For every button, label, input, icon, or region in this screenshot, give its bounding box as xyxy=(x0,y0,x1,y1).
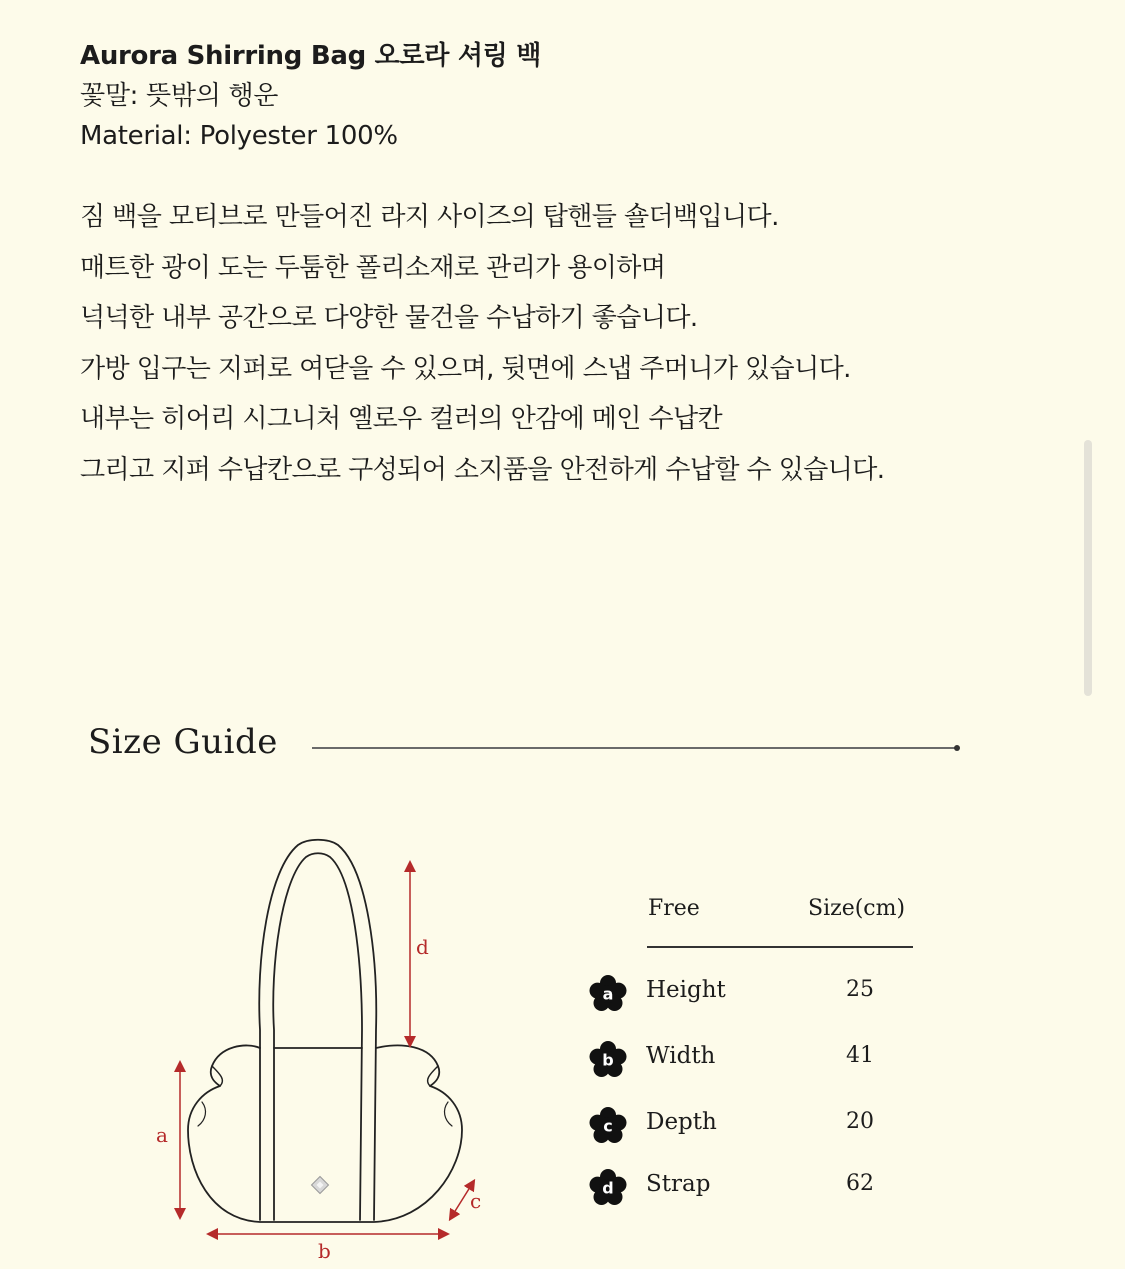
flower-badge-icon xyxy=(588,1168,628,1208)
size-guide-title: Size Guide xyxy=(88,722,278,762)
product-title: Aurora Shirring Bag 오로라 셔링 백 xyxy=(80,41,542,71)
size-guide-divider xyxy=(312,747,956,749)
bag-logo-charm xyxy=(312,1177,329,1194)
size-row-label: Width xyxy=(646,1043,716,1069)
size-row-value: 20 xyxy=(846,1109,874,1134)
description-line: 짐 백을 모티브로 만들어진 라지 사이즈의 탑핸들 숄더백입니다. xyxy=(80,202,779,232)
flower-meaning: 꽃말: 뜻밖의 행운 xyxy=(80,81,279,111)
dimension-label-a: a xyxy=(156,1123,168,1147)
dimension-label-d: d xyxy=(416,935,429,959)
flower-badge-icon xyxy=(588,1040,628,1080)
description-line: 넉넉한 내부 공간으로 다양한 물건을 수납하기 좋습니다. xyxy=(80,303,698,333)
bag-outline xyxy=(188,840,462,1222)
description-line: 그리고 지퍼 수납칸으로 구성되어 소지품을 안전하게 수납할 수 있습니다. xyxy=(80,454,885,485)
dimension-arrow-c xyxy=(452,1184,472,1216)
description-line: 내부는 히어리 시그니처 옐로우 컬러의 안감에 메인 수납칸 xyxy=(80,404,723,434)
description-line: 매트한 광이 도는 두툼한 폴리소재로 관리가 용이하며 xyxy=(80,252,666,283)
size-row-label: Strap xyxy=(646,1171,711,1197)
description-line: 가방 입구는 지퍼로 여닫을 수 있으며, 뒷면에 스냅 주머니가 있습니다. xyxy=(80,353,851,384)
size-row-label: Height xyxy=(646,977,726,1003)
svg-text:c: c xyxy=(603,1116,613,1136)
flower-badge-icon xyxy=(588,1106,628,1146)
size-row-label: Depth xyxy=(646,1109,717,1135)
svg-text:a: a xyxy=(602,984,614,1004)
size-row-value: 62 xyxy=(846,1171,874,1196)
flower-badge-icon xyxy=(588,974,628,1014)
bag-diagram xyxy=(150,830,510,1260)
size-table-rule xyxy=(647,946,913,948)
size-table xyxy=(588,896,918,1206)
size-table-header-size: Size(cm) xyxy=(808,896,906,921)
size-table-header-free: Free xyxy=(648,896,700,921)
dimension-label-b: b xyxy=(318,1239,331,1260)
dimension-label-c: c xyxy=(470,1189,482,1213)
table-row xyxy=(588,1166,918,1206)
table-row xyxy=(588,972,918,1012)
svg-text:b: b xyxy=(602,1050,614,1070)
size-guide-divider-dot xyxy=(954,745,960,751)
svg-text:d: d xyxy=(602,1178,614,1198)
table-row xyxy=(588,1038,918,1078)
size-row-value: 25 xyxy=(846,977,874,1002)
size-row-value: 41 xyxy=(846,1043,874,1068)
product-info xyxy=(80,36,541,156)
table-row xyxy=(588,1104,918,1144)
scrollbar-thumb[interactable] xyxy=(1084,440,1092,696)
product-description xyxy=(80,192,884,495)
material-info: Material: Polyester 100% xyxy=(80,121,398,151)
